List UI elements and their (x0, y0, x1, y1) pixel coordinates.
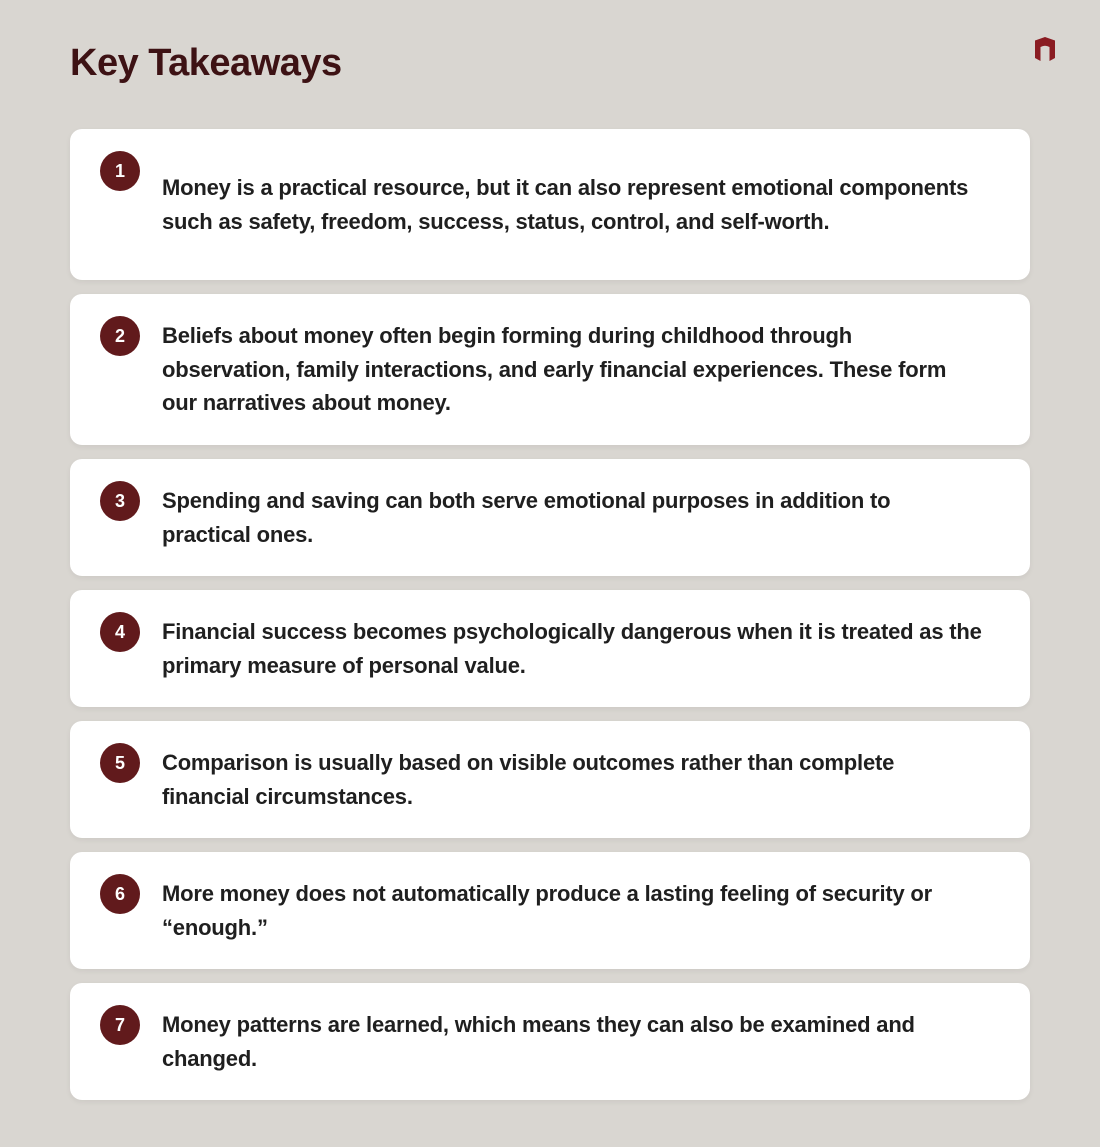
takeaway-card (70, 294, 1030, 445)
takeaway-card (70, 129, 1030, 280)
takeaway-card (70, 983, 1030, 1100)
number-badge: 5 (100, 743, 140, 783)
takeaway-card (70, 459, 1030, 576)
takeaway-text: Money patterns are learned, which means they can also be examined and changed. (162, 1012, 915, 1071)
shield-logo-icon (1033, 36, 1057, 62)
takeaway-text: Beliefs about money often begin forming during childhood through observation, family interactions, and early financial experiences. These form our narratives about money. (162, 323, 947, 416)
number-badge: 3 (100, 481, 140, 521)
takeaway-text: More money does not automatically produce a lasting feeling of security or “enough.” (162, 881, 933, 940)
number-badge: 1 (100, 151, 140, 191)
takeaway-text: Money is a practical resource, but it can also represent emotional components such as safety, freedom, success, status, control, and self-worth. (162, 175, 969, 234)
number-badge: 7 (100, 1005, 140, 1045)
takeaway-card (70, 852, 1030, 969)
takeaway-text: Spending and saving can both serve emotional purposes in addition to practical ones. (162, 488, 891, 547)
takeaway-card (70, 721, 1030, 838)
takeaway-card (70, 590, 1030, 707)
number-badge: 6 (100, 874, 140, 914)
takeaways-list (70, 129, 1030, 1114)
page-title: Key Takeaways (70, 42, 342, 84)
number-badge: 4 (100, 612, 140, 652)
takeaway-text: Comparison is usually based on visible outcomes rather than complete financial circumstances. (162, 750, 895, 809)
number-badge: 2 (100, 316, 140, 356)
takeaway-text: Financial success becomes psychologically dangerous when it is treated as the primary measure of personal value. (162, 619, 982, 678)
